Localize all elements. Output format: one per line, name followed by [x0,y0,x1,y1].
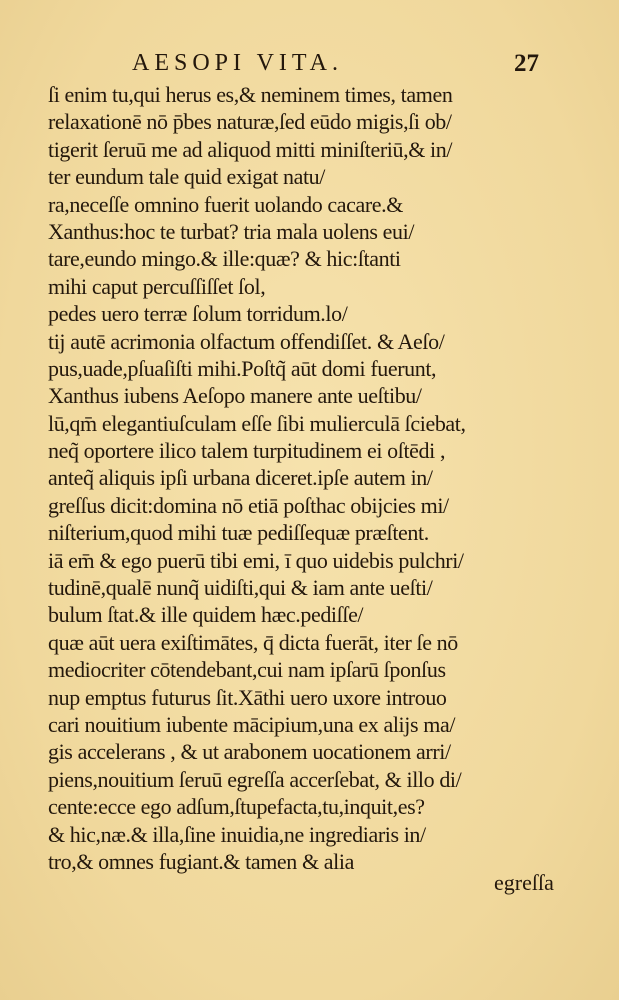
text-line: tigerit ſeruū me ad aliquod mitti miniſteriū,& in/ [48,136,453,162]
text-line: gis accelerans , & ut arabonem uocationem arri/ [48,739,451,765]
text-line: ra,neceſſe omnino fuerit uolando cacare.& [48,191,403,217]
page-number: 27 [514,50,539,77]
text-line: Xanthus:hoc te turbat? tria mala uolens eui/ [48,218,415,244]
text-line: piens,nouitium ſeruū egreſſa accerſebat, & illo di/ [48,766,462,792]
text-line: iā em̄ & ego puerū tibi emi, ī quo uidebis pulchri/ [48,547,464,573]
body-text [48,81,548,875]
text-line: bulum ſtat.& ille quidem hæc.pediſſe/ [48,602,364,628]
text-line: mediocriter cōtendebant,cui nam ipſarū ſponſus [48,657,446,683]
text-line: pedes uero terræ ſolum torridum.lo/ [48,301,348,327]
text-line: cari nouitium iubente mācipium,una ex alijs ma/ [48,711,456,737]
catchword: egreſſa [494,870,554,895]
text-line: neq̃ oportere ilico talem turpitudinem ei oſtēdi , [48,438,446,464]
text-line: tudinē,qualē nunq̃ uidiſti,qui & iam ante ueſti/ [48,575,433,601]
text-line: mihi caput percuſſiſſet ſol, [48,273,266,299]
running-title: AESOPI VITA. [132,50,343,76]
text-line: quæ aūt uera exiſtimātes, q̄ dicta fuerāt, iter ſe nō [48,629,458,655]
text-line: Xanthus iubens Aeſopo manere ante ueſtibu/ [48,383,422,409]
text-line: pus,uade,pſuaſiſti mihi.Poſtq̃ aūt domi fuerunt, [48,355,437,381]
text-line: tij autē acrimonia olfactum offendiſſet. & Aeſo/ [48,328,445,354]
text-line: tare,eundo mingo.& ille:quæ? & hic:ſtanti [48,246,401,272]
text-line: relaxationē nō p̄bes naturæ,ſed eūdo migis,ſi ob/ [48,109,452,135]
text-line: anteq̃ aliquis ipſi urbana diceret.ipſe autem in/ [48,465,433,491]
text-line: nup emptus futurus ſit.Xāthi uero uxore introuo [48,684,447,710]
text-line: tro,& omnes fugiant.& tamen & alia [48,848,354,874]
text-line: lū,qm̄ elegantiuſculam eſſe ſibi mulierculā ſciebat, [48,410,466,436]
page-header [0,50,619,80]
text-line: ſi enim tu,qui herus es,& neminem times, tamen [48,82,453,107]
text-line: greſſus dicit:domina nō etiā poſthac obijcies mi/ [48,492,449,518]
text-line: cente:ecce ego adſum,ſtupefacta,tu,inquit,es? [48,794,425,820]
text-line: niſterium,quod mihi tuæ pediſſequæ præſtent. [48,520,429,546]
text-line: ter eundum tale quid exigat natu/ [48,164,325,190]
text-line: & hic,næ.& illa,ſine inuidia,ne ingrediaris in/ [48,821,426,847]
